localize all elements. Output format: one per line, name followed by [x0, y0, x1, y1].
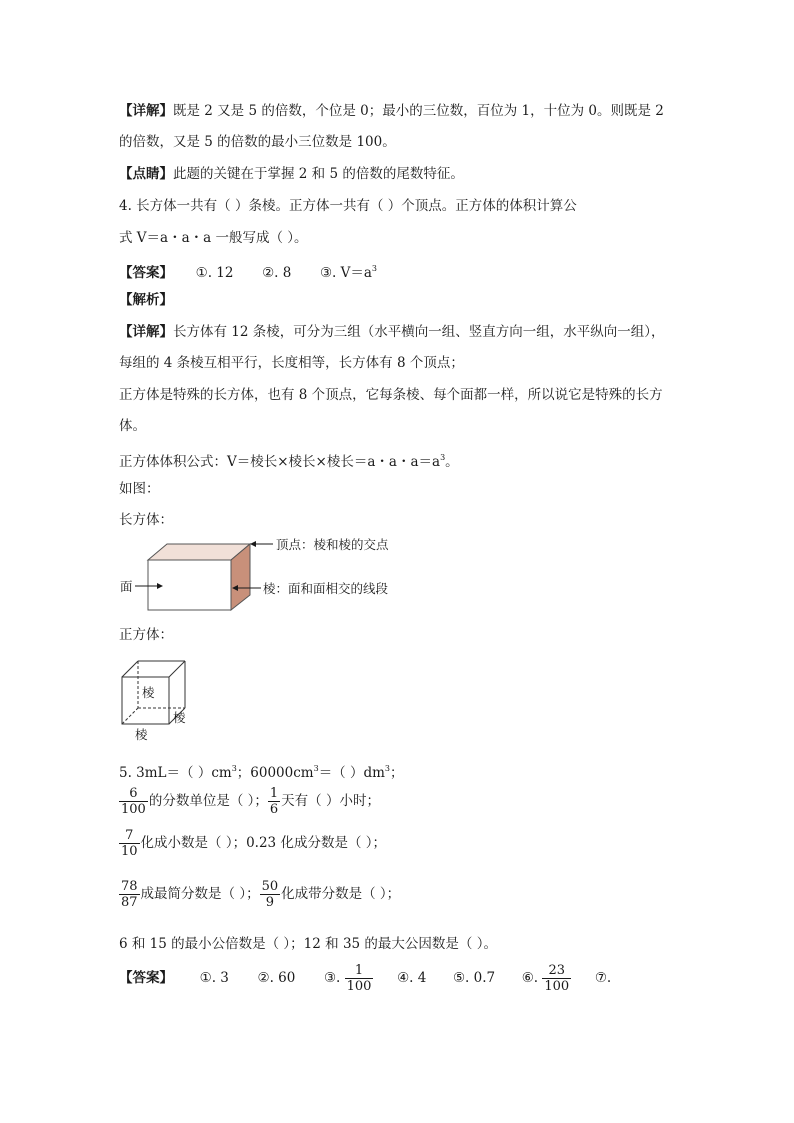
- detail-tag: 【详解】: [119, 324, 173, 340]
- q5-line1: 5. 3mL＝（ ）$cm^3$；$60000cm^3=$（ ）$dm^3$；: [119, 764, 404, 781]
- cube-edge-label-bottom: 棱: [135, 727, 148, 742]
- q4-detail-line3: 正方体是特殊的长方体，也有 8 个顶点，它每条棱、每个面都一样，所以说它是特殊的长方: [119, 387, 663, 403]
- q5-answer-line: [119, 962, 611, 994]
- answer-tag: 【答案】: [119, 970, 173, 986]
- answer-7: ⑦.: [594, 970, 612, 986]
- cube-edge-label-right: 棱: [173, 710, 186, 725]
- q5-line4: $\frac{78}{87}$ 成最简分数是（ ）； $\frac{50}{9}$ 化成带分数是（ ）；: [121, 879, 401, 910]
- answer-2: ②. 60: [257, 970, 296, 986]
- answer-tag: 【答案】: [119, 265, 173, 281]
- face-annotation: 面: [120, 579, 133, 594]
- as-shown-label: 如图：: [119, 481, 160, 497]
- answer-5: ⑤. 0.7: [452, 970, 496, 986]
- cube-diagram: [115, 655, 195, 745]
- answer-3: ③.: [323, 970, 341, 986]
- point-tag: 【点睛】: [119, 166, 173, 182]
- q4-question-line2: 式 V＝a・a・a 一般写成（ ）。: [119, 230, 308, 246]
- fraction-50-9: $\frac{50}{9}$: [261, 879, 279, 910]
- q5-line5: 6 和 15 的最小公倍数是（ ）；12 和 35 的最大公因数是（ ）。: [119, 936, 497, 952]
- answer-3: ③. $V=a^3$: [319, 264, 378, 281]
- fraction-6-100: $\frac{6}{100}$: [121, 786, 146, 817]
- cuboid-label: 长方体：: [119, 512, 173, 528]
- answer-1: ①. 12: [195, 265, 234, 281]
- fraction-78-87: $\frac{78}{87}$: [121, 879, 138, 910]
- answer-6: ⑥.: [521, 970, 539, 986]
- answer-4: ④. 4: [397, 970, 427, 986]
- detail-tag: 【详解】: [119, 103, 173, 119]
- q3-detail-line2: 的倍数，又是 5 的倍数的最小三位数是 100。: [119, 134, 396, 150]
- fraction-23-100: $\frac{23}{100}$: [544, 963, 570, 994]
- q3-point-line: 【点睛】此题的关键在于掌握 2 和 5 的倍数的尾数特征。: [119, 166, 464, 182]
- q3-detail-line1: 【详解】既是 2 又是 5 的倍数，个位是 0；最小的三位数，百位为 1，十位为 0。则既是 2: [119, 103, 664, 119]
- q4-question-line1: 4. 长方体一共有（ ）条棱。正方体一共有（ ）个顶点。正方体的体积计算公: [119, 198, 577, 214]
- fraction-1-100: $\frac{1}{100}$: [346, 963, 372, 994]
- q4-formula-line: 正方体体积公式：V＝棱长×棱长×棱长＝a・a・$a=a^3$。: [119, 453, 459, 470]
- q4-detail-line1: 【详解】长方体有 12 条棱，可分为三组（水平横向一组、竖直方向一组，水平纵向一组），: [119, 324, 665, 340]
- cube-label: 正方体：: [119, 627, 173, 643]
- fraction-7-10: $\frac{7}{10}$: [121, 828, 138, 859]
- vertex-annotation: 顶点：棱和棱的交点: [276, 537, 389, 552]
- cuboid-diagram: [115, 535, 405, 615]
- analysis-tag: 【解析】: [119, 292, 173, 308]
- edge-annotation: 棱：面和面相交的线段: [263, 581, 389, 596]
- answer-1: ①. 3: [199, 970, 229, 986]
- q5-line2: $\frac{6}{100}$ 的分数单位是（ ）； $\frac{1}{6}$ 天有（ ）小时；: [121, 786, 380, 817]
- answer-2: ②. 8: [262, 265, 292, 281]
- q5-line3: $\frac{7}{10}$ 化成小数是（ ）；0.23 化成分数是（ ）；: [121, 828, 386, 859]
- fraction-1-6: $\frac{1}{6}$: [269, 786, 279, 817]
- q4-detail-line4: 体。: [119, 418, 146, 434]
- q4-detail-line2: 每组的 4 条棱互相平行，长度相等，长方体有 8 个顶点；: [119, 355, 464, 371]
- q4-answer-line: [119, 259, 377, 283]
- cube-edge-label-inside: 棱: [142, 685, 155, 700]
